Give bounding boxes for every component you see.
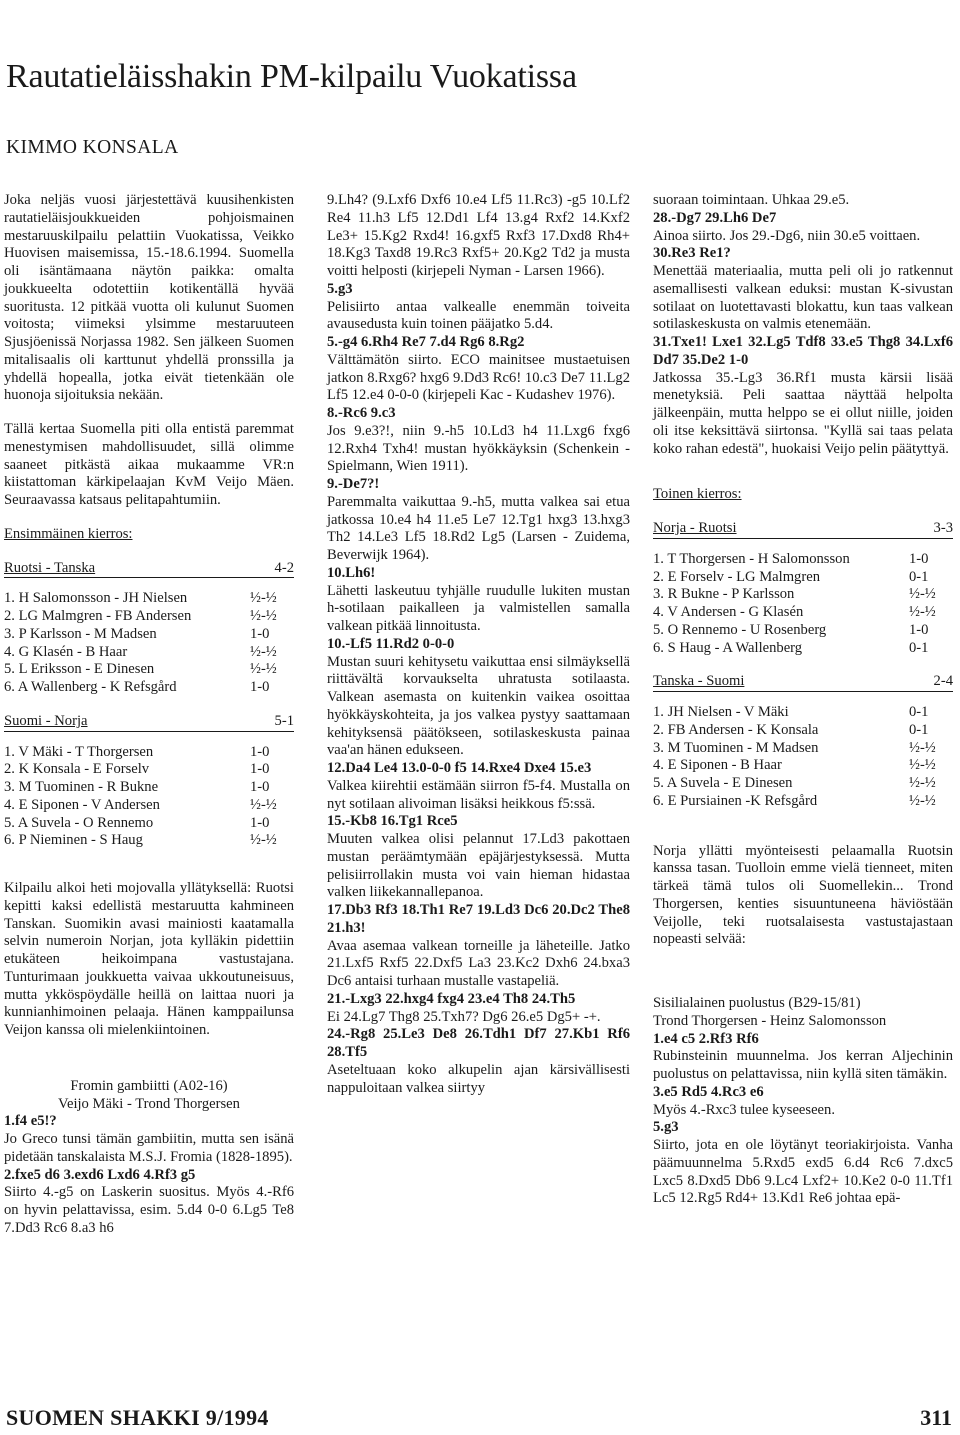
game-result-row: 4. G Klasén - B Haar ½-½ — [4, 643, 277, 660]
game-annotation: Paremmalta vaikuttaa 9.-h5, mutta valkea sai etua jatkossa 10.e4 h4 11.e5 Le7 12.Tg1 hxg3 13.hxg3 Th2 14.Le3 Lf5 18.Rd2 Lg5 (Larsen - Zuidema, Beverwijk 1964). — [327, 493, 630, 563]
game-result-row: 3. M Tuominen - R Bukne 1-0 — [4, 779, 270, 795]
match-header — [653, 520, 953, 539]
game-moves: 30.Re3 Re1? — [653, 245, 731, 262]
round-2-heading: Toinen kierros: — [653, 486, 742, 503]
intro-paragraph-1: Joka neljäs vuosi järjestettävä kuusihenkisten rautatieläisjoukkueiden pohjoismainen mestaruuskilpailu pelattiin Vuokatissa, Veikko Huovisen maisemissa, 15.-18.6.1994. Suomella oli isäntämaana näytön paikka: omalta joukkueelta odotettiin kotikentällä hyvää suoritusta. 12 pitkää vuotta oli kulunut Suomen voitosta; viimeksi ylsimme mestaruuteen Sjusjöenissä Norjassa 1982. Sen jälkeen Suomen mitalisaalis oli karttunut yhdellä pronssilla ja yhdellä hopealla, jotka eivät tietenkään ole huonoja sijoituksia nekään. — [4, 192, 294, 404]
game-players-heading: Trond Thorgersen - Heinz Salomonsson — [653, 1012, 887, 1029]
game-result-row: 1. V Mäki - T Thorgersen 1-0 — [4, 743, 270, 760]
game-annotation: Siirto 4.-g5 on Laskerin suositus. Myös 4.-Rf6 on hyvin pelattavissa, esim. 5.d4 0-0 6.Lg5 Te8 7.Dd3 Rc6 8.a3 h6 — [4, 1184, 294, 1236]
game-result-row: 5. A Suvela - O Rennemo 1-0 — [4, 814, 270, 831]
column-1 — [4, 192, 294, 1238]
match-score: 4-2 — [274, 559, 294, 576]
match-score: 5-1 — [274, 712, 294, 729]
match-header — [4, 713, 294, 732]
game-result-row: 4. V Andersen - G Klasén ½-½ — [653, 604, 936, 620]
game-annotation: Menettää materiaalia, mutta peli oli jo ratkennut asemallisesti valkean eduksi: mustan K-sivustan sotilaat on luotettavasti blokattu, kun taas valkean sotilaskeskusta on valmis etenemään. — [653, 263, 953, 333]
game-moves: 2.fxe5 d6 3.exd6 Lxd6 4.Rf3 g5 — [4, 1166, 196, 1183]
game-annotation: 9.Lh4? (9.Lxf6 Dxf6 10.e4 Lf5 11.Rc3) -g5 10.Lf2 Re4 11.h3 Lf5 12.Dd1 Lf4 13.g4 Rxf2 14.Kxf2 Le3+ 15.Kg2 Rxd4! 16.gxf5 Rxf3 17.Dxd8 Rh4+ 18.Kg3 Taxd8 19.Rc3 Rxf5+ 20.Kg2 Td2 ja musta voitti helposti (kirjepeli Nyman - Larsen 1966). — [327, 192, 630, 279]
game-moves: 24.-Rg8 25.Le3 De8 26.Tdh1 Df7 27.Kb1 Rf6 28.Tf5 — [327, 1026, 630, 1060]
game-annotation: Jo Greco tunsi tämän gambiitin, mutta sen isänä pidetään tanskalaista M.S.J. Fromia (1828-1895). — [4, 1131, 294, 1165]
game-annotation: Välttämätön siirto. ECO mainitsee mustaetuisen jatkon 8.Rxg6? hxg6 9.Dd3 Rc6! 10.c3 De7 11.Lg2 Lf5 12.e4 0-0-0 (kirjepeli Kac - Kudashev 1976). — [327, 351, 630, 404]
game-moves: 31.Txe1! Lxe1 32.Lg5 Tdf8 33.e5 Thg8 34.Lxf6 Dd7 35.De2 1-0 — [653, 334, 953, 368]
game-opening-heading: Sisilialainen puolustus (B29-15/81) — [653, 995, 861, 1011]
game-moves: 5.g3 — [327, 280, 353, 297]
match-tanska-suomi — [653, 673, 953, 810]
game-moves: 10.Lh6! — [327, 564, 376, 581]
game-annotation: Ei 24.Lg7 Thg8 25.Txh7? Dg6 26.e5 Dg5+ -+. — [327, 1008, 601, 1025]
game-moves: 17.Db3 Rf3 18.Th1 Re7 19.Ld3 Dc6 20.Dc2 The8 21.h3! — [327, 902, 630, 936]
game-moves: 21.-Lxg3 22.hxg4 fxg4 23.e4 Th8 24.Th5 — [327, 990, 576, 1007]
match-score: 2-4 — [933, 673, 953, 690]
magazine-footer: SUOMEN SHAKKI 9/1994 — [6, 1405, 269, 1430]
match-header — [4, 560, 294, 579]
match-teams: Tanska - Suomi — [653, 673, 745, 690]
intro-paragraph-2: Tällä kertaa Suomella piti olla entistä paremmat menestymisen mahdollisuudet, sillä olimme saaneet pitkästä aikaa mukaamme VR:n kiistattoman kärkipelaajan KvM Veijo Mäen. Seuraavassa katsaus pelitapahtumiin. — [4, 421, 294, 508]
game-moves: 15.-Kb8 16.Tg1 Rce5 — [327, 813, 458, 830]
page-number: 311 — [920, 1405, 952, 1430]
game-result-row: 6. A Wallenberg - K Refsgård 1-0 — [4, 679, 270, 695]
game-result-row: 1. JH Nielsen - V Mäki 0-1 — [653, 704, 929, 720]
game-result-row: 5. L Eriksson - E Dinesen ½-½ — [4, 661, 277, 678]
game-result-row: 6. E Pursiainen -K Refsgård ½-½ — [653, 792, 936, 809]
game-result-row: 2. FB Andersen - K Konsala 0-1 — [653, 721, 929, 738]
match-suomi-norja — [4, 713, 294, 850]
match-ruotsi-tanska — [4, 560, 294, 697]
game-result-row: 6. P Nieminen - S Haug ½-½ — [4, 832, 277, 849]
game-opening-heading: Fromin gambiitti (A02-16) — [70, 1077, 228, 1094]
game-result-row: 3. R Bukne - P Karlsson ½-½ — [653, 586, 936, 603]
game-result-row: 1. H Salomonsson - JH Nielsen ½-½ — [4, 590, 277, 607]
report-paragraph: Kilpailu alkoi heti mojovalla yllätyksellä: Ruotsi kepitti kaksi edellistä mestaruutta kahmineen Tanskan. Suomikin avasi mainiosti kaatamalla selvin numeroin Norjan, jota kylläkin pidettiin etukäteen heikoimpana vastustajana. Tunturimaan joukkuetta vaivaa ukkoutuneisuus, mutta ykköspöydälle heillä on laittaa nuori ja kunnianhimoinen pelaaja. Hänen kamppailunsa Veijon kanssa oli mielenkiintoinen. — [4, 880, 294, 1038]
game-result-row: 3. P Karlsson - M Madsen 1-0 — [4, 625, 270, 642]
game-players-heading: Veijo Mäki - Trond Thorgersen — [58, 1095, 240, 1112]
game-moves: 5.-g4 6.Rh4 Re7 7.d4 Rg6 8.Rg2 — [327, 334, 525, 350]
game-annotation: Rubinsteinin muunnelma. Jos kerran Aljechinin puolustus on pelattavissa, niin kyllä siten tämäkin. — [653, 1048, 953, 1082]
article-author: KIMMO KONSALA — [6, 137, 179, 158]
game-annotation: Pelisiirto antaa valkealle enemmän toiveita avausedusta kuin toinen pääjatko 5.d4. — [327, 298, 630, 333]
game-result-row: 4. E Siponen - B Haar ½-½ — [653, 757, 936, 774]
column-3 — [653, 192, 953, 1208]
game-annotation: Jatkossa 35.-Lg3 36.Rf1 musta kärsii lisää menetyksiä. Peli saattaa näyttää helpolta jälkeenpäin, mutta helppo se ei ollut niille, joiden oli itse keksittävä siirtonsa. "Kyllä sai taas pelata koko rahan edestä", huokaisi Veijo pelin päätyttyä. — [653, 369, 953, 457]
match-teams: Ruotsi - Tanska — [4, 559, 96, 576]
column-2 — [327, 192, 630, 1097]
round-1-heading: Ensimmäinen kierros: — [4, 525, 133, 542]
game-annotation: Mustan suuri kehitysetu vaikuttaa ensi silmäyksellä riittävältä korvaukselta uhratusta sotilaasta. Valkean asemasta on kuitenkin vaikea osoittaa hyökkäyskohteita, ja jos valkea pystyy saattamaan kehityksensä päätökseen, sotilaskeskusta painaa vaa'an hänen edukseen. — [327, 653, 630, 759]
game-annotation: Avaa asemaa valkean torneille ja läheteille. Jatko 21.Lxf5 Rxf5 22.Dxf5 La3 23.Kc2 Dxh6 24.bxa3 Dc6 antaisi turhaan mustalle vastapeliä. — [327, 937, 630, 989]
game-annotation: Ainoa siirto. Jos 29.-Dg6, niin 30.e5 voittaen. — [653, 227, 921, 244]
game-moves: 12.Da4 Le4 13.0-0-0 f5 14.Rxe4 Dxe4 15.e3 — [327, 760, 592, 776]
game-moves: 10.-Lf5 11.Rd2 0-0-0 — [327, 635, 455, 652]
game-result-row: 2. LG Malmgren - FB Andersen ½-½ — [4, 608, 277, 624]
report-paragraph: Norja yllätti myönteisesti pelaamalla Ruotsin kanssa tasan. Tuolloin emme vielä tienneet, miten tärkeä tämä tulos oli Suomellekin... Trond Thorgersen, kenties sisuuntuneena häviöstään Veijolle, teki ruotsalaisesta vastustajastaan nopeasti selvää: — [653, 842, 953, 948]
game-annotation: Muuten valkea olisi pelannut 17.Ld3 pakottaen mustan peräämtymään epäjärjestyksessä. Mutta pelisiirrollakin musta voi vain hieman hidastaa valken liikekannallepanoa. — [327, 831, 630, 901]
game-result-row: 4. E Siponen - V Andersen ½-½ — [4, 796, 277, 813]
game-result-row: 6. S Haug - A Wallenberg 0-1 — [653, 639, 929, 656]
game-moves: 5.g3 — [653, 1119, 679, 1136]
match-teams: Suomi - Norja — [4, 712, 88, 729]
game-annotation: Siirto, jota en ole löytänyt teoriakirjoista. Vanha päämuunnelma 5.Rxd5 exd5 6.d4 Rc6 7.dxc5 Lxc5 8.Dxd5 Db6 9.Lc4 Lxf2+ 10.Ke2 0-0 11.Tf1 Lc5 12.Rg5 Rd4+ 13.Kd1 Re6 johtaa epä- — [653, 1137, 953, 1207]
game-moves: 28.-Dg7 29.Lh6 De7 — [653, 209, 777, 226]
game-annotation: Myös 4.-Rxc3 tulee kyseeseen. — [653, 1101, 835, 1118]
match-teams: Norja - Ruotsi — [653, 520, 737, 536]
game-annotation: Aseteltuaan koko alkupelin ajan kärsivällisesti nappuloitaan valkea siirtyy — [327, 1061, 630, 1096]
game-moves: 9.-De7?! — [327, 476, 380, 492]
game-moves: 3.e5 Rd5 4.Rc3 e6 — [653, 1083, 764, 1100]
game-annotation: Jos 9.e3?!, niin 9.-h5 10.Ld3 h4 11.Lxg6 fxg6 12.Rxh4 Txh4! mustan hyökkäyksin (Schenkein - Spielmann, Wien 1911). — [327, 422, 630, 475]
match-header — [653, 673, 953, 692]
game-result-row: 5. A Suvela - E Dinesen ½-½ — [653, 775, 936, 791]
game-annotation: suoraan toimintaan. Uhkaa 29.e5. — [653, 192, 850, 208]
game-result-row: 2. E Forselv - LG Malmgren 0-1 — [653, 568, 929, 585]
game-moves: 1.e4 c5 2.Rf3 Rf6 — [653, 1030, 759, 1047]
game-result-row: 1. T Thorgersen - H Salomonsson 1-0 — [653, 550, 929, 567]
match-norja-ruotsi — [653, 520, 953, 657]
game-result-row: 3. M Tuominen - M Madsen ½-½ — [653, 739, 936, 756]
game-result-row: 5. O Rennemo - U Rosenberg 1-0 — [653, 621, 929, 638]
game-moves: 8.-Rc6 9.c3 — [327, 405, 396, 421]
article-title: Rautatieläisshakin PM-kilpailu Vuokatissa — [6, 58, 577, 95]
game-moves: 1.f4 e5!? — [4, 1113, 57, 1130]
game-annotation: Lähetti laskeutuu tyhjälle ruudulle lukiten mustan h-sotilaan paikalleen ja valmistellen samalla valkean pitkää linnoitusta. — [327, 582, 630, 634]
game-result-row: 2. K Konsala - E Forselv 1-0 — [4, 761, 270, 778]
match-score: 3-3 — [933, 520, 953, 536]
game-annotation: Valkea kiirehtii estämään siirron f5-f4. Mustalla on nyt sotilaan alivoiman lisäksi heikkous f5:ssä. — [327, 777, 630, 812]
